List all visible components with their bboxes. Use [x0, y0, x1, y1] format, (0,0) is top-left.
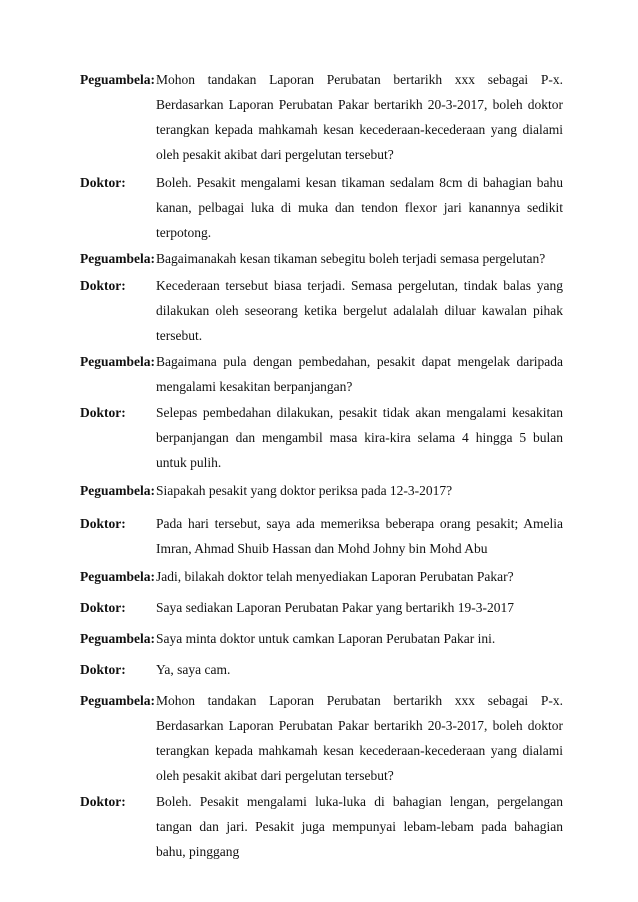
speech-text: Siapakah pesakit yang doktor periksa pada 12-3-2017?	[156, 483, 453, 498]
speaker-label: Doktor:	[80, 794, 126, 809]
speaker-label: Peguambela:	[80, 72, 155, 87]
speaker-label: Peguambela:	[80, 483, 155, 498]
speaker-label: Doktor:	[80, 662, 126, 677]
speech-text: Pada hari tersebut, saya ada memeriksa beberapa orang pesakit; Amelia Imran, Ahmad Shuib Hassan dan Mohd Johny bin Mohd Abu	[156, 516, 563, 556]
speech-text: Ya, saya cam.	[156, 662, 231, 677]
speech-text: Bagaimanakah kesan tikaman sebegitu boleh terjadi semasa pergelutan?	[156, 251, 546, 266]
speech-text: Selepas pembedahan dilakukan, pesakit tidak akan mengalami kesakitan berpanjangan dan mengambil masa kira-kira selama 4 hingga 5 bulan untuk pulih.	[156, 405, 563, 470]
speaker-label: Doktor:	[80, 175, 126, 190]
speaker-label: Doktor:	[80, 516, 126, 531]
speaker-label: Peguambela:	[80, 569, 155, 584]
speaker-label: Peguambela:	[80, 631, 155, 646]
speech-text: Boleh. Pesakit mengalami luka-luka di bahagian lengan, pergelangan tangan dan jari. Pesakit juga mempunyai lebam-lebam pada bahagian bahu, pinggang	[156, 794, 563, 859]
speaker-label: Doktor:	[80, 405, 126, 420]
speech-text: Saya minta doktor untuk camkan Laporan Perubatan Pakar ini.	[156, 631, 496, 646]
speaker-label: Doktor:	[80, 600, 126, 615]
speaker-label: Peguambela:	[80, 693, 155, 708]
speaker-label: Doktor:	[80, 278, 126, 293]
speech-text: Kecederaan tersebut biasa terjadi. Semasa pergelutan, tindak balas yang dilakukan oleh seseorang ketika bergelut adalalah diluar kawalan pihak tersebut.	[156, 278, 563, 343]
speech-text: Jadi, bilakah doktor telah menyediakan Laporan Perubatan Pakar?	[156, 569, 514, 584]
speaker-label: Peguambela:	[80, 354, 155, 369]
speech-text: Mohon tandakan Laporan Perubatan bertarikh xxx sebagai P-x. Berdasarkan Laporan Perubatan Pakar bertarikh 20-3-2017, boleh doktor terangkan kepada mahkamah kesan kecederaan-kecederaan yang dialami oleh pesakit akibat dari pergelutan tersebut?	[156, 693, 563, 783]
speech-text: Saya sediakan Laporan Perubatan Pakar yang bertarikh 19-3-2017	[156, 600, 515, 615]
speech-text: Mohon tandakan Laporan Perubatan bertarikh xxx sebagai P-x. Berdasarkan Laporan Perubatan Pakar bertarikh 20-3-2017, boleh doktor terangkan kepada mahkamah kesan kecederaan-kecederaan yang dialami oleh pesakit akibat dari pergelutan tersebut?	[156, 72, 563, 162]
speech-text: Bagaimana pula dengan pembedahan, pesakit dapat mengelak daripada mengalami kesakitan berpanjangan?	[156, 354, 563, 394]
speaker-label: Peguambela:	[80, 251, 155, 266]
speech-text: Boleh. Pesakit mengalami kesan tikaman sedalam 8cm di bahagian bahu kanan, pelbagai luka di muka dan tendon flexor jari kanannya sedikit terpotong.	[156, 175, 563, 240]
